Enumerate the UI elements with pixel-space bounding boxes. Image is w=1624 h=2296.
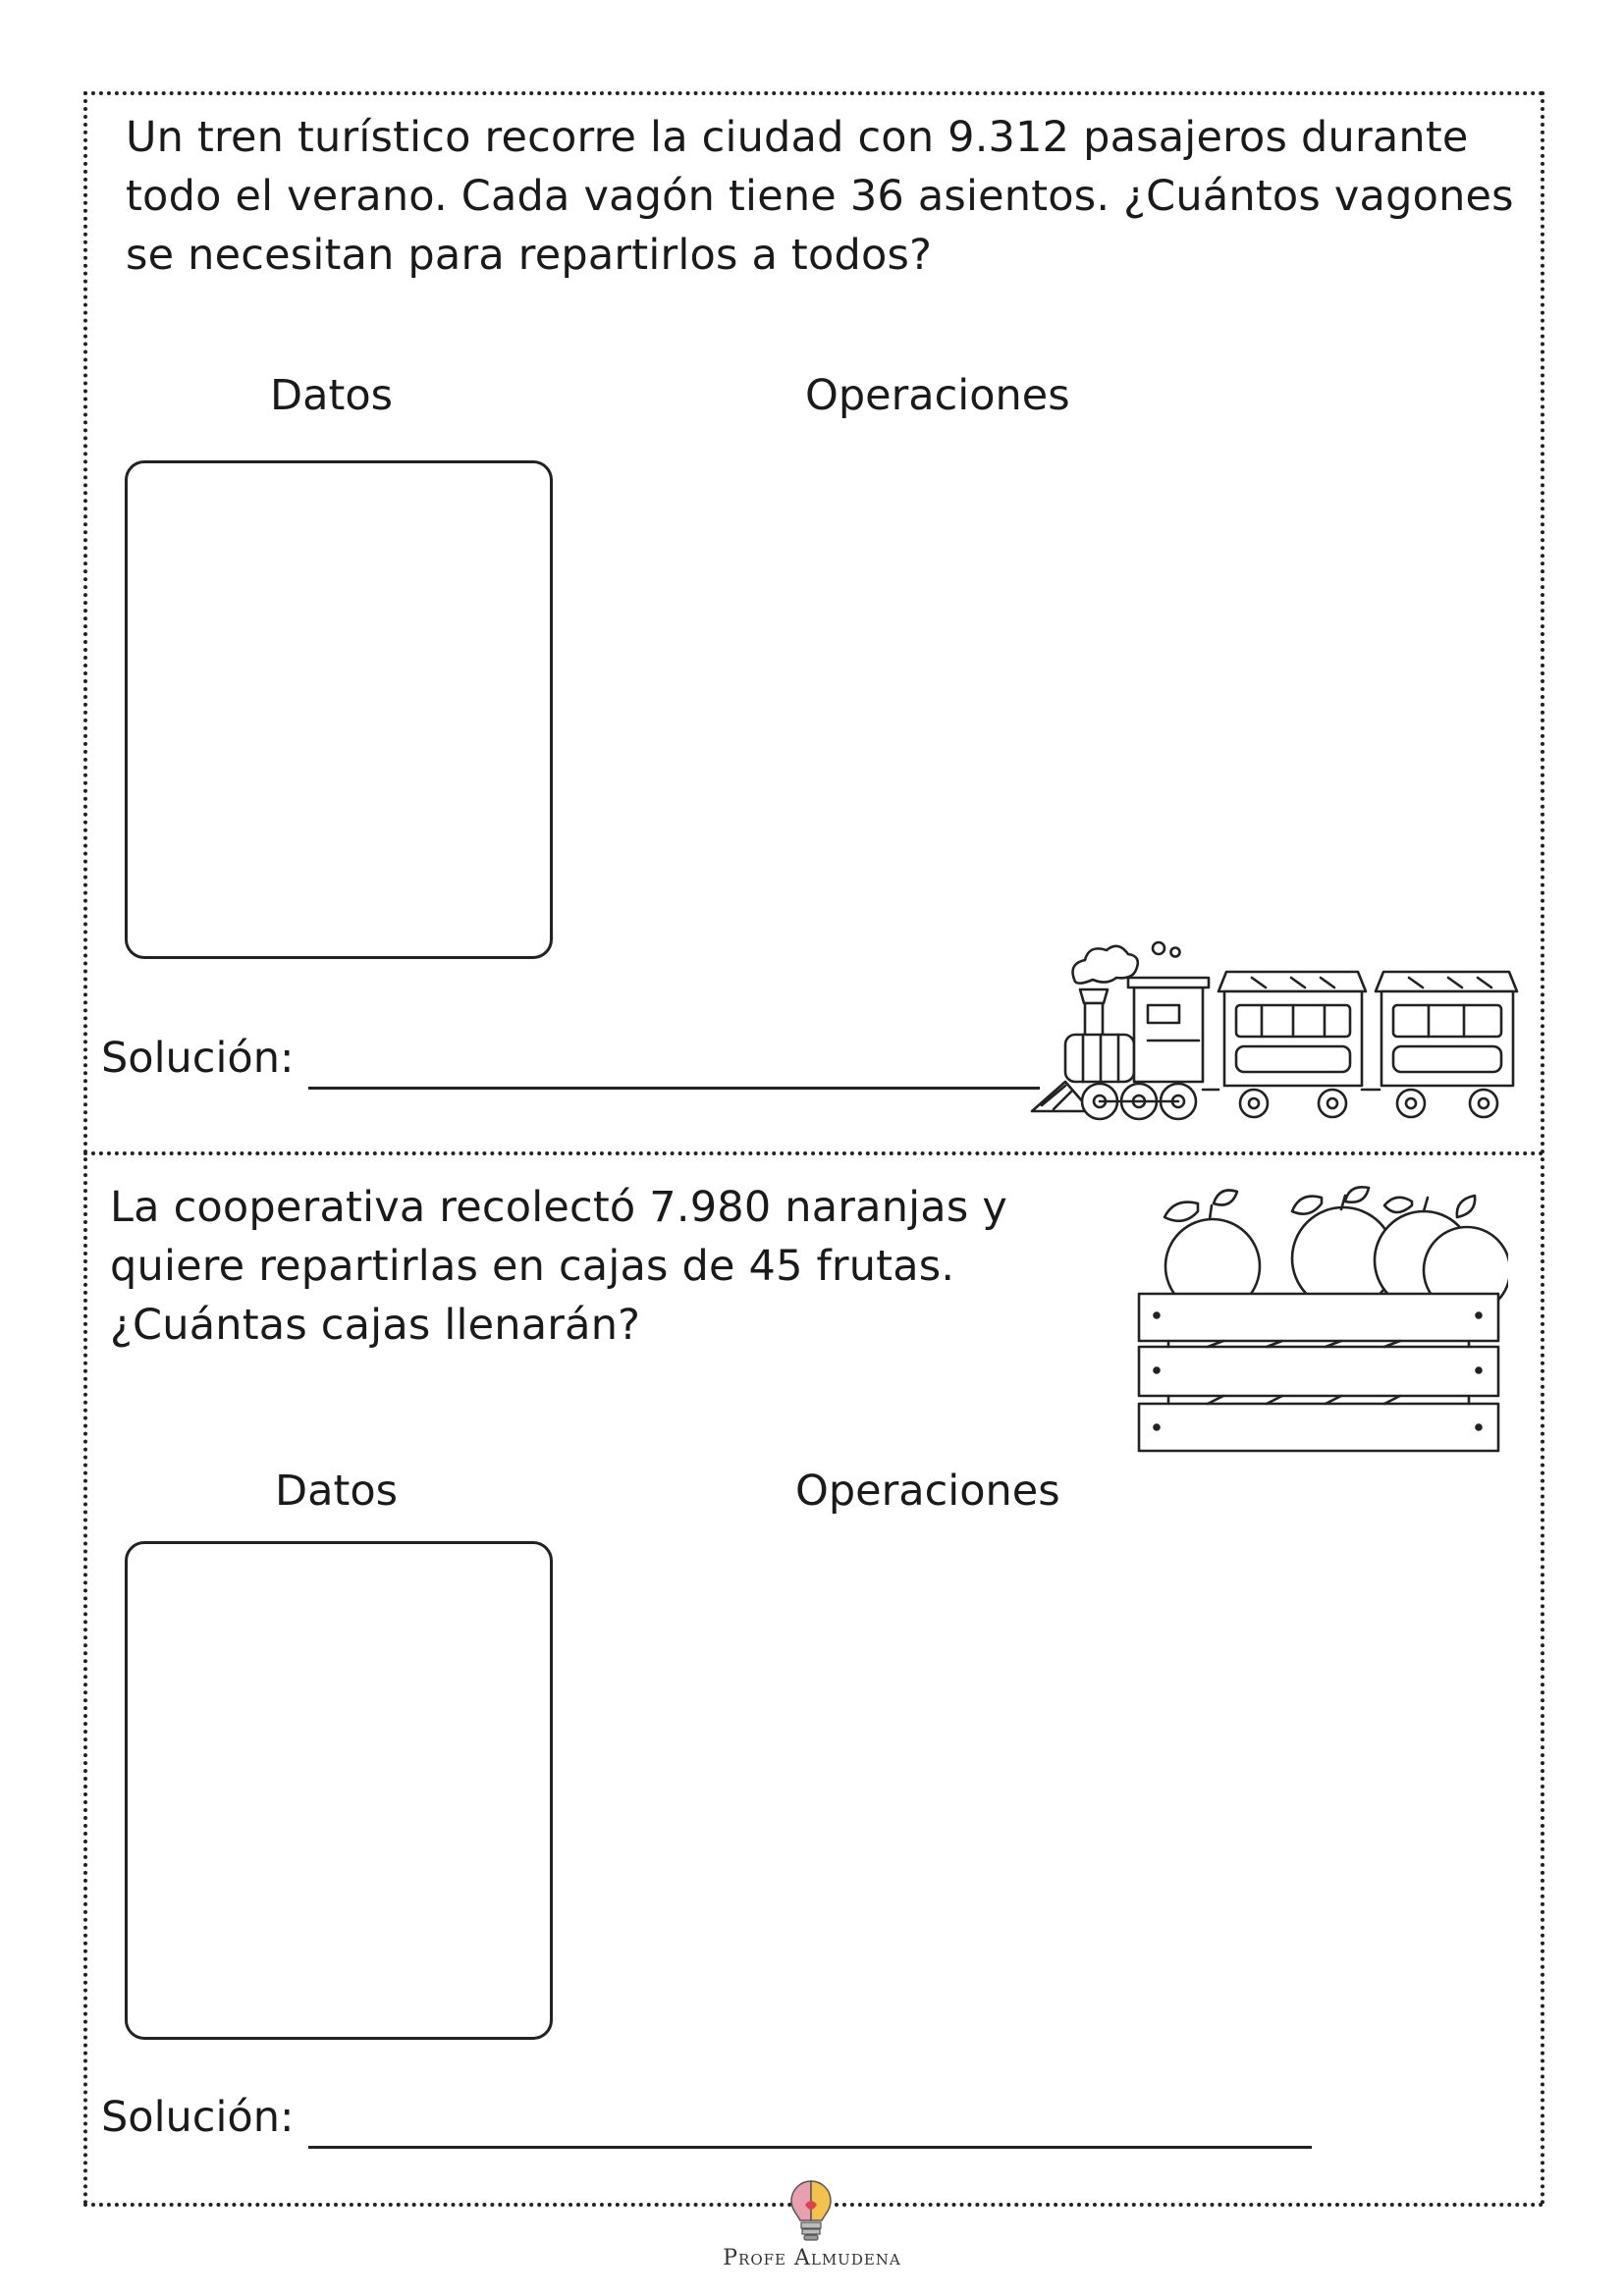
problem-1-solution-line[interactable] (308, 1087, 1040, 1090)
brand-name: Profe Almudena (723, 2246, 901, 2270)
problem-1-solution-label: Solución: (101, 1034, 295, 1083)
problem-1-data-label: Datos (270, 371, 394, 420)
problem-2-data-label: Datos (275, 1467, 399, 1516)
problem-2-operations-area[interactable] (589, 1531, 1021, 1983)
problem-1-operations-label: Operaciones (805, 371, 1070, 420)
problem-2-solution-line[interactable] (308, 2146, 1312, 2149)
problem-2-data-box[interactable] (125, 1541, 553, 2040)
problem-2-operations-label: Operaciones (795, 1467, 1060, 1516)
problem-2-solution-label: Solución: (101, 2093, 295, 2142)
problem-1-operations-area[interactable] (589, 432, 1021, 883)
lightbulb-brain-logo (785, 2177, 837, 2246)
orange-crate-illustration (1129, 1178, 1508, 1463)
train-illustration (1026, 923, 1546, 1139)
section-divider (83, 1151, 1544, 1155)
problem-2-statement: La cooperativa recolectó 7.980 naranjas y quiere repartirlas en cajas de 45 frutas. ¿Cuántas cajas llenarán? (110, 1183, 1007, 1350)
problem-1-statement: Un tren turístico recorre la ciudad con 9.312 pasajeros durante todo el verano. Cada vagón tiene 36 asientos. ¿Cuántos vagones se necesitan para repartirlos a todos? (126, 113, 1514, 280)
problem-1-data-box[interactable] (125, 460, 553, 959)
